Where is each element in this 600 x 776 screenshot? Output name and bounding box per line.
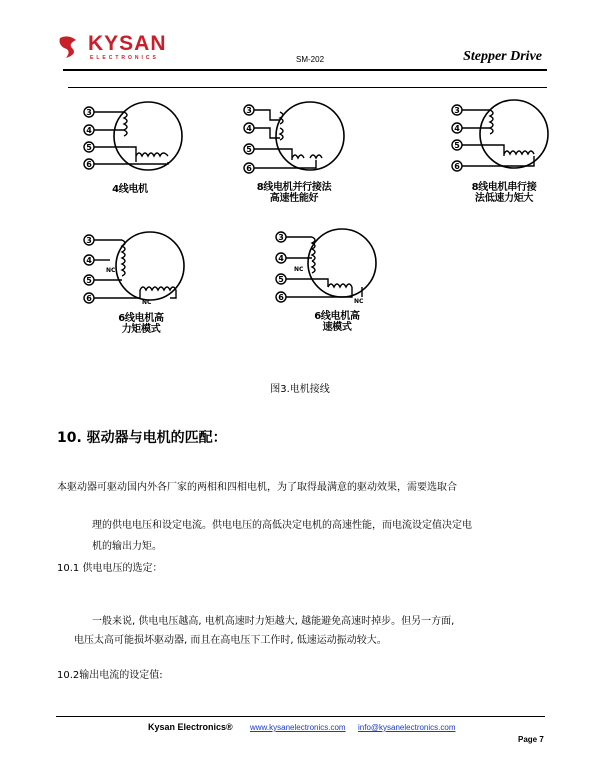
footer-company: Kysan Electronics®	[148, 722, 233, 732]
figure-caption: 图3.电机接线	[270, 384, 330, 395]
pin-label: 4	[86, 126, 92, 135]
diagram-4-wire-motor	[80, 100, 190, 175]
pin-label: 4	[454, 124, 460, 133]
caption-4-wire: 4线电机	[112, 184, 148, 195]
pin-label: 5	[86, 276, 92, 285]
nc-label: NC	[294, 266, 304, 273]
document-code: SM-202	[296, 55, 325, 64]
pin-label: 5	[86, 143, 92, 152]
pin-label: 3	[278, 233, 284, 242]
subsection-10-1-line1: 一般来说, 供电电压越高, 电机高速时力矩越大, 越能避免高速时掉步。但另一方面,	[92, 616, 455, 627]
diagram-8-wire-series	[448, 98, 554, 178]
pin-label: 4	[86, 256, 92, 265]
footer-rule	[56, 716, 545, 717]
footer-website-link[interactable]: www.kysanelectronics.com	[250, 723, 346, 732]
caption-8-wire-series: 8线电机串行接 法低速力矩大	[471, 182, 537, 204]
pin-label: 6	[86, 160, 92, 169]
pin-label: 5	[454, 141, 460, 150]
pin-label: 6	[454, 162, 460, 171]
logo-text: KYSAN	[88, 32, 167, 55]
document-title: Stepper Drive	[463, 49, 542, 64]
logo-subtext: ELECTRONICS	[90, 55, 159, 61]
footer-email-link[interactable]: info@kysanelectronics.com	[358, 723, 456, 732]
header-rule	[63, 69, 547, 71]
pin-label: 4	[246, 124, 252, 133]
subsection-10-1-title: 10.1 供电电压的选定：	[57, 563, 163, 574]
diagram-8-wire-parallel	[240, 98, 352, 178]
pin-label: 3	[454, 106, 460, 115]
pin-label: 3	[86, 236, 92, 245]
caption-6-wire-high-torque: 6线电机高 力矩模式	[118, 313, 164, 335]
pin-label: 4	[278, 254, 284, 263]
pin-label: 3	[246, 106, 252, 115]
subsection-10-1-line2: 电压太高可能损坏驱动器, 而且在高电压下工作时, 低速运动振动较大。	[74, 635, 387, 646]
page-number: Page 7	[518, 735, 544, 744]
upper-rule	[68, 87, 547, 88]
pin-label: 3	[86, 108, 92, 117]
diagram-6-wire-high-torque	[80, 228, 192, 308]
section-title: 10. 驱动器与电机的匹配：	[57, 430, 227, 446]
nc-label: NC	[354, 298, 364, 305]
pin-label: 6	[86, 294, 92, 303]
nc-label: NC	[106, 267, 116, 274]
pin-label: 5	[246, 145, 252, 154]
pin-label: 6	[246, 164, 252, 173]
pin-label: 6	[278, 293, 284, 302]
nc-label: NC	[142, 299, 152, 306]
caption-8-wire-parallel: 8线电机并行接法 高速性能好	[256, 182, 332, 204]
section-intro-line3: 机的输出力矩。	[92, 541, 162, 552]
subsection-10-2-title: 10.2输出电流的设定值:	[57, 670, 163, 681]
section-intro: 本驱动器可驱动国内外各厂家的两相和四相电机，为了取得最满意的驱动效果，需要选取合	[57, 482, 457, 493]
caption-6-wire-high-speed: 6线电机高 速模式	[314, 311, 360, 333]
diagram-6-wire-high-speed	[272, 223, 384, 307]
section-intro-line2: 理的供电电压和设定电流。供电电压的高低决定电机的高速性能，而电流设定值决定电	[92, 520, 472, 531]
pin-label: 5	[278, 275, 284, 284]
